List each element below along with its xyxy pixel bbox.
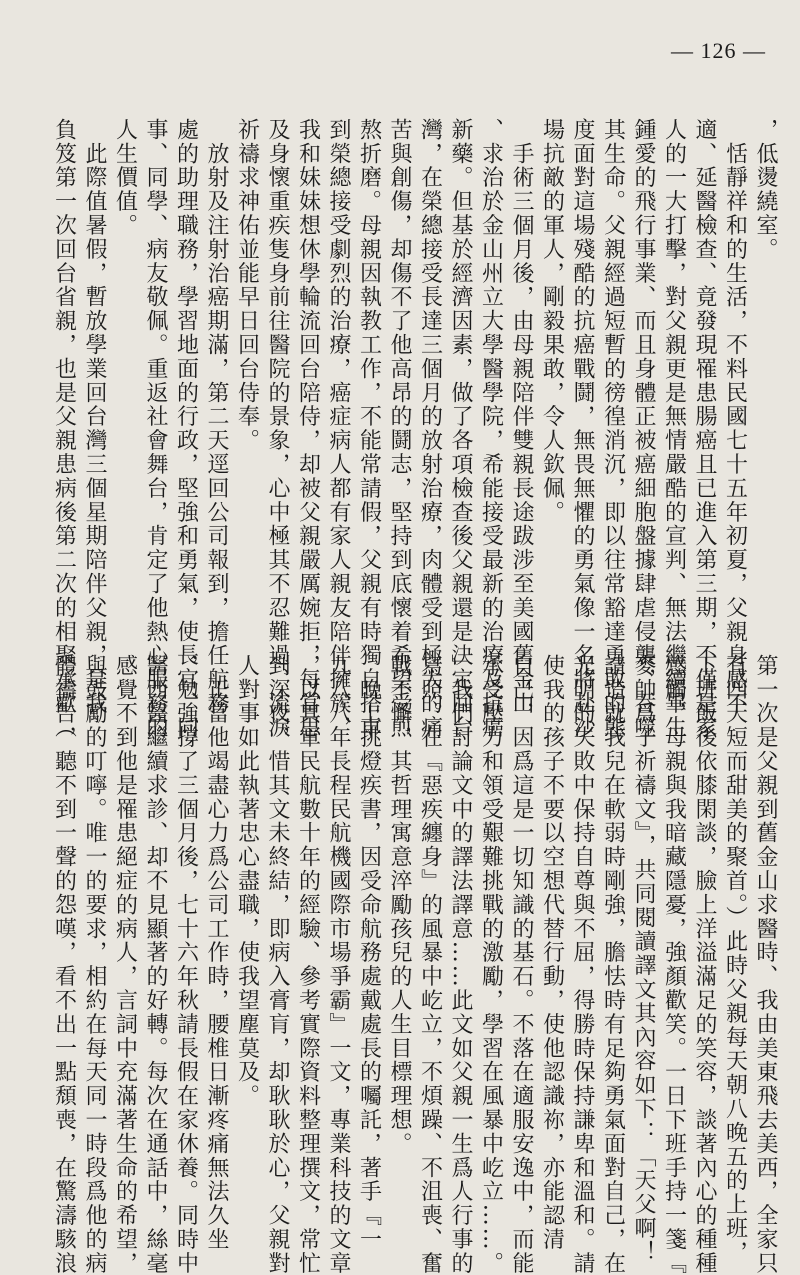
lower-text-block: 第一次是父親到舊金山求醫時、我由美東飛去美西，全家只 有四天短而甜美的聚首。）此時父親每天朝八晚五的上班， 下班飯後依膝閑談，臉上洋溢滿足的笑容，談著內心的種種 感觸，母親與我暗藏隱憂，強顏歡笑。一日下班手持一箋『 麥帥爲子祈禱文』，共同閱讀譯文其內容如下：「天父啊！ 請造就我兒在軟弱時剛強，膽怯時有足夠勇氣面對自己，在 光明的失敗中保持自尊與不屈，得勝時保持謙卑和溫和。請 使我的孩子不要以空想代替行動，使他認識祢，亦能認清 自己，因爲這是一切知識的基石。不落在適服安逸中，而能 承受壓力和領受艱難挑戰的激勵，學習在風暴中屹立……。 」我們討論文中的譯法譯意……此文如父親一生爲人行事的 寫照。在『惡疾纏身』的風暴中屹立，不煩躁、不沮喪、奮 戰不懈，其哲理寓意淬勵孩兒的人生目標理想。 晚上挑燈疾書，因受命航務處戴處長的囑託，著手『一 九八八年長程民航機國際市場爭霸』一文，專業科技的文章 ，以其軍民航數十年的經驗、參考實際資料整理撰文，常忙 到深夜，惜其文未終結，即病入膏肓，却耿耿於心，父親對 人對事如此執著忠心盡職，使我望塵莫及。 正當他竭盡心力爲公司工作時，腰椎日漸疼痛無法久坐 ，勉強撐了三個月後，七十六年秋請長假在家休養。同時中 醫西醫繼續求診、却不見顯著的好轉。每次在通話中，絲毫 感覺不到他是罹患絕症的病人，言詞中充滿著生命的希望， 與鼓勵的叮嚀。唯一的要求，相約在每天同一時段爲他的病 體禱告，聽不到一聲的怨嘆，看不出一點頹喪，在驚濤駭浪 [51,654,778,1275]
upper-text-block: ，低燙繞室。 恬靜祥和的生活，不料民國七十五年初夏，父親身感不 適、延醫檢查、竟發現罹患腸癌且已進入第三期，不僅是家 人的一大打擊，對父親更是無情嚴酷的宣判、無法繼續畢生 鍾愛的飛行事業、而且身體正被癌細胞盤據肆虐侵襲，吞噬 其生命。父親經過短暫的徬徨消沉，即以往常豁達勇敢的態 度面對這場殘酷的抗癌戰鬪，無畏無懼的勇氣像一名將赴沙 場抗敵的軍人，剛毅果敢，令人欽佩。 手術三個月後，由母親陪伴雙親長途跋涉至美國舊金山 、求治於金山州立大學醫學院，希能接受最新的治療及抗癌 新藥。但基於經濟因素，做了各項檢查後父親還是決定回台 灣，在榮總接受長達三個月的放射治療，肉體受到極大的痛 苦與創傷，却傷不了他高昂的鬪志，堅持到底懷着希望受煎 熬折磨。母親因執教工作，不能常請假，父親有時獨自搭車 到榮總接受劇烈的治療，癌症病人都有家人親友陪伴擁簇， 我和妹妹想休學輪流回台陪侍，却被父親嚴厲婉拒，每當思 及身懷重疾隻身前往醫院的景象，心中極其不忍難過、流淚 祈禱求神佑並能早日回台侍奉。 放射及注射治癌期滿，第二天逕回公司報到，擔任航務 處的助理職務，學習地面的行政，堅強和勇氣，使長官、同 事、同學、病友敬佩。重返社會舞台，肯定了他熱心服務的 人生價值。 此際值暑假，暫放學業回台灣三個星期陪伴父親，是我 負笈第一次回台省親，也是父親患病後第二次的相聚承歡（ [51,118,778,740]
page-number: — 126 — [671,38,766,63]
